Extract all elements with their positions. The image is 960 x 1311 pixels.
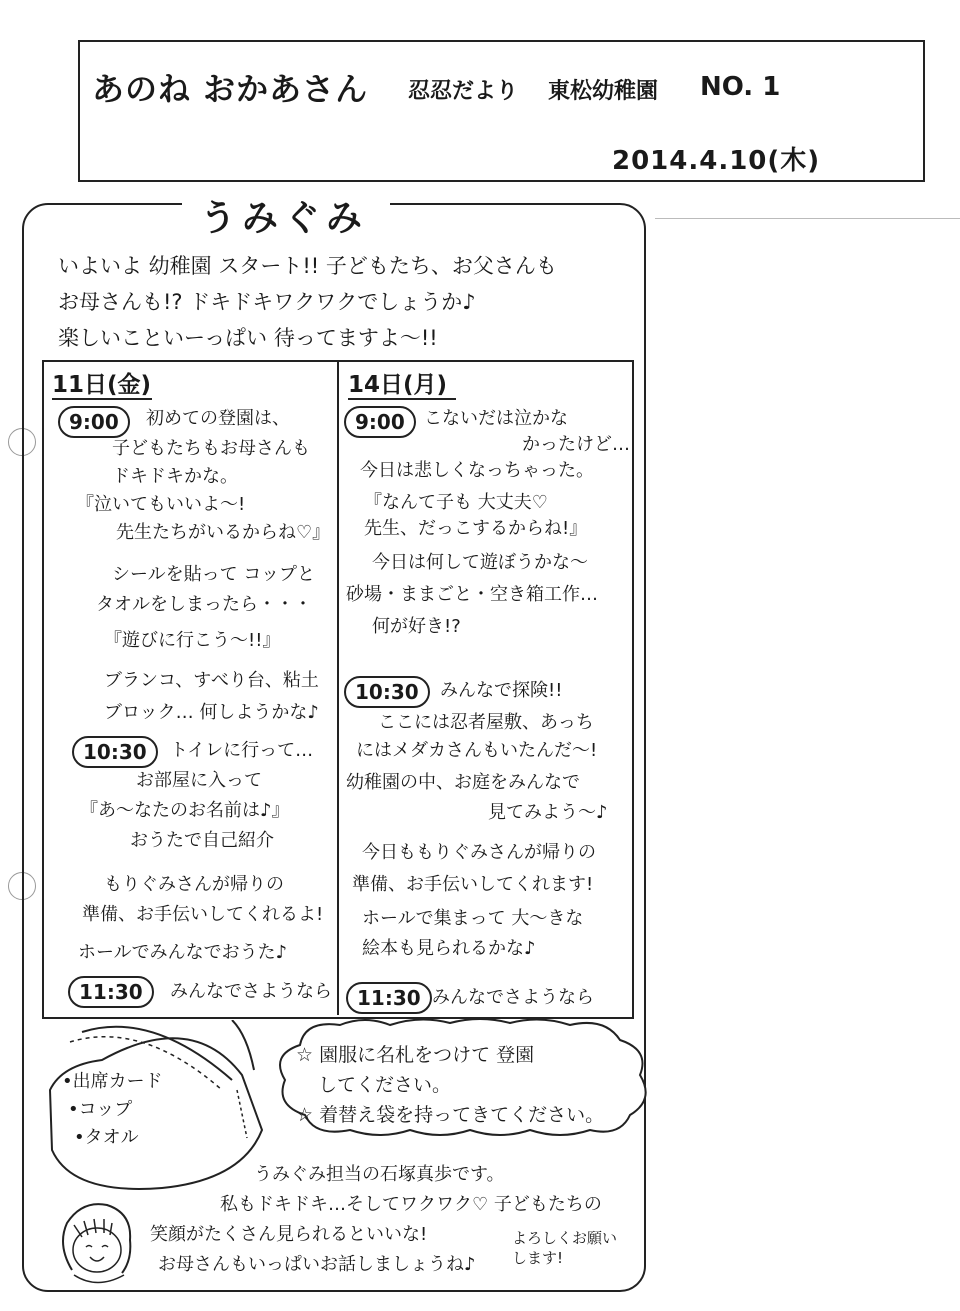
schedule-line: ここには忍者屋敷、あっち bbox=[378, 712, 594, 733]
schedule-line: かったけど… bbox=[522, 434, 630, 455]
schedule-line: 見てみよう〜♪ bbox=[488, 802, 608, 823]
schedule-line: 『泣いてもいいよ〜! bbox=[76, 494, 246, 515]
note-uniform-cont: してください。 bbox=[318, 1074, 452, 1096]
schedule-line: ドキドキかな。 bbox=[112, 466, 238, 487]
schedule-line: 絵本も見られるかな♪ bbox=[362, 938, 536, 959]
schedule-line: みんなで探険!! bbox=[440, 680, 563, 701]
schedule-line: 何が好き!? bbox=[372, 616, 461, 637]
schedule-line: みんなでさようなら bbox=[432, 987, 594, 1008]
intro-text bbox=[58, 248, 638, 356]
schedule-line: シールを貼って コップと bbox=[112, 564, 316, 585]
schedule-line: にはメダカさんもいたんだ〜! bbox=[356, 740, 598, 761]
schedule-divider bbox=[337, 360, 339, 1015]
schedule-line: ホールでみんなでおうた♪ bbox=[78, 942, 288, 963]
day-label-right: 14日(月) bbox=[348, 372, 448, 398]
schedule-line: ブロック… 何しようかな♪ bbox=[104, 702, 319, 723]
schedule-line: 初めての登園は、 bbox=[146, 408, 290, 429]
schedule-line: おうたで自己紹介 bbox=[130, 830, 274, 851]
time-badge: 9:00 bbox=[344, 406, 416, 438]
bag-item: •出席カード bbox=[62, 1071, 163, 1092]
teacher-line: うみぐみ担当の石塚真歩です。 bbox=[254, 1164, 505, 1185]
bag-item: •タオル bbox=[74, 1127, 139, 1148]
time-badge: 9:00 bbox=[58, 406, 130, 438]
schedule-line: 今日は何して遊ぼうかな〜 bbox=[372, 552, 588, 573]
time-badge: 10:30 bbox=[72, 736, 158, 768]
schedule-line: 先生、だっこするからね!』 bbox=[364, 518, 588, 539]
note-uniform: ☆ 園服に名札をつけて 登園 bbox=[296, 1044, 535, 1066]
intro-line: お母さんも!? ドキドキワクワクでしょうか♪ bbox=[58, 290, 476, 314]
schedule-line: 準備、お手伝いしてくれます! bbox=[352, 874, 594, 895]
school-name: 東松幼稚園 bbox=[548, 79, 659, 104]
class-title: うみぐみ bbox=[200, 198, 369, 239]
schedule-line: ホールで集まって 大〜きな bbox=[362, 908, 584, 929]
newsletter-subtitle: 忍忍だより bbox=[408, 79, 519, 104]
schedule-line: ブランコ、すべり台、粘土 bbox=[104, 670, 319, 691]
schedule-line: 砂場・ままごと・空き箱工作… bbox=[346, 584, 598, 605]
schedule-line: 『なんて子も 大丈夫♡ bbox=[364, 492, 548, 513]
schedule-line: 準備、お手伝いしてくれるよ! bbox=[82, 904, 324, 925]
schedule-line: 『遊びに行こう〜!!』 bbox=[104, 630, 281, 651]
newsletter-title: あのね おかあさん bbox=[92, 70, 369, 108]
time-badge: 11:30 bbox=[68, 976, 154, 1008]
bag-item: •コップ bbox=[68, 1099, 133, 1120]
day-label-left: 11日(金) bbox=[52, 372, 152, 398]
schedule-line: こないだは泣かな bbox=[424, 408, 568, 429]
teacher-line: 笑顔がたくさん見られるといいな! bbox=[150, 1224, 428, 1245]
teacher-ps bbox=[512, 1228, 617, 1268]
intro-line: 楽しいこといーっぱい 待ってますよ〜!! bbox=[58, 326, 438, 350]
teacher-face-icon bbox=[52, 1195, 142, 1290]
schedule-line: みんなでさようなら bbox=[170, 981, 332, 1002]
schedule-line: タオルをしまったら・・・ bbox=[96, 594, 312, 615]
schedule-line: 今日は悲しくなっちゃった。 bbox=[360, 460, 594, 481]
issue-date: 2014.4.10(木) bbox=[612, 146, 821, 176]
time-badge: 10:30 bbox=[344, 676, 430, 708]
teacher-line: お母さんもいっぱいお話しましょうね♪ bbox=[158, 1254, 476, 1275]
bag-item-list bbox=[62, 1068, 163, 1152]
intro-line: いよいよ 幼稚園 スタート!! 子どもたち、お父さんも bbox=[58, 254, 557, 278]
teacher-ps-line: よろしくお願い bbox=[512, 1229, 618, 1247]
teacher-ps-line: します! bbox=[512, 1249, 564, 1267]
issue-number: NO. 1 bbox=[700, 72, 781, 102]
note-change-bag: ☆ 着替え袋を持ってきてください。 bbox=[296, 1104, 605, 1126]
schedule-line: お部屋に入って bbox=[136, 770, 262, 791]
right-margin-rule bbox=[655, 218, 960, 219]
schedule-line: 今日ももりぐみさんが帰りの bbox=[362, 842, 596, 863]
schedule-line: 子どもたちもお母さんも bbox=[112, 438, 310, 459]
schedule-line: 幼稚園の中、お庭をみんなで bbox=[346, 772, 580, 793]
schedule-line: もりぐみさんが帰りの bbox=[104, 874, 284, 895]
schedule-line: 『あ〜なたのお名前は♪』 bbox=[80, 800, 290, 821]
time-badge: 11:30 bbox=[346, 982, 432, 1014]
schedule-line: 先生たちがいるからね♡』 bbox=[116, 522, 331, 543]
day-underline-right bbox=[348, 398, 456, 400]
day-underline-left bbox=[52, 398, 152, 400]
teacher-line: 私もドキドキ…そしてワクワク♡ 子どもたちの bbox=[220, 1194, 602, 1215]
schedule-line: トイレに行って… bbox=[170, 740, 314, 761]
